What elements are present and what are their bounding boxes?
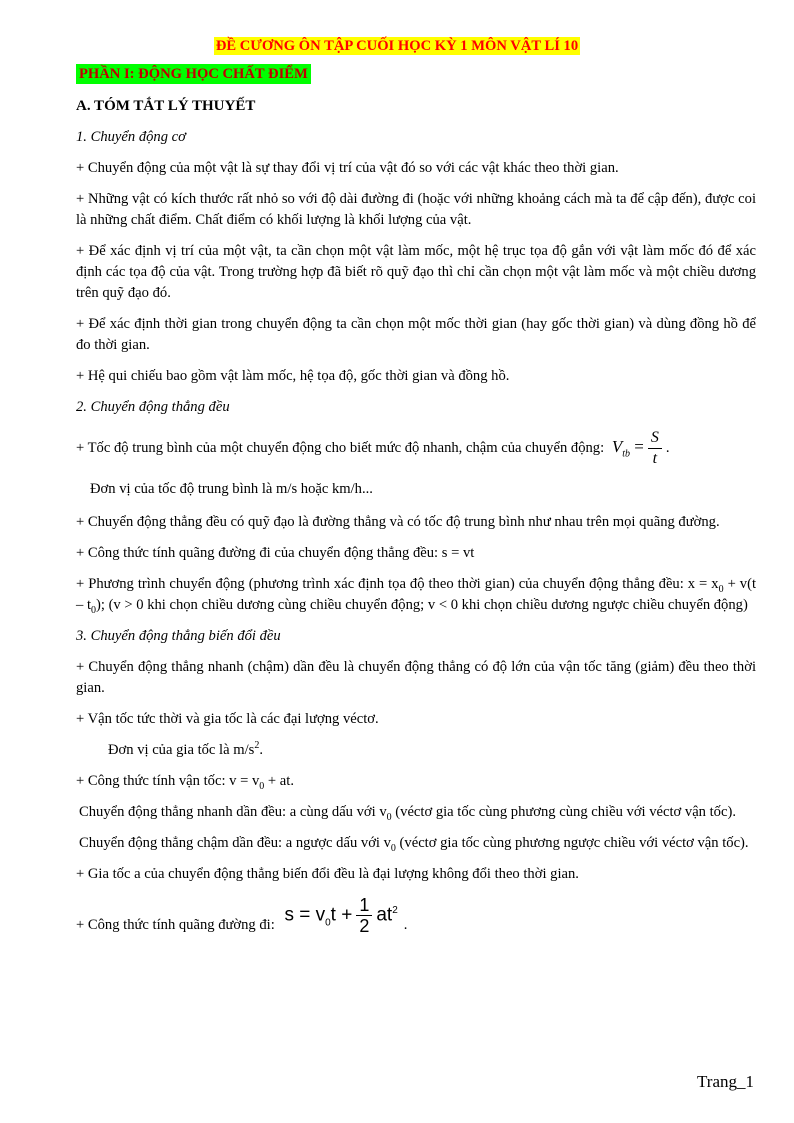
s3-paragraph-1: + Chuyển động thẳng nhanh (chậm) dần đều là chuyển động thẳng có độ lớn của vận tốc tăng (giảm) đều theo thời gian. [76,659,756,696]
s1-paragraph-1: + Chuyển động của một vật là sự thay đổi vị trí của vật đó so với các vật khác theo thời gian. [76,160,619,176]
s1-paragraph-2: + Những vật có kích thước rất nhỏ so với độ dài đường đi (hoặc với những khoảng cách mà ta để cập đến), được coi là những chất điểm. Chất điểm có khối lượng là khối lượng của vật. [76,191,756,228]
s3-heading: 3. Chuyển động thẳng biến đổi đều [76,628,281,644]
s2-heading: 2. Chuyển động thẳng đều [76,399,230,415]
s1-paragraph-5: + Hệ qui chiếu bao gồm vật làm mốc, hệ tọa độ, gốc thời gian và đồng hồ. [76,368,510,384]
s3-paragraph-2: + Vận tốc tức thời và gia tốc là các đại lượng véctơ. [76,711,379,727]
s2-paragraph-4: + Công thức tính quãng đường đi của chuyển động thẳng đều: s = vt [76,545,475,561]
s2-paragraph-2: Đơn vị của tốc độ trung bình là m/s hoặc km/h... [90,481,373,497]
page-number: Trang_1 [697,1072,754,1091]
formula-average-speed: $V_{tb}$ = [611,436,644,460]
s3-paragraph-4: + Công thức tính vận tốc: $v = v_0$ + at. [76,773,294,792]
section-a-heading: A. TÓM TẮT LÝ THUYẾT [76,98,256,114]
s2-paragraph-3: + Chuyển động thẳng đều có quỹ đạo là đường thẳng và có tốc độ trung bình như nhau trên mọi quãng đường. [76,514,720,530]
document-title: ĐỀ CƯƠNG ÔN TẬP CUỐI HỌC KỲ 1 MÔN VẬT LÍ 10 [215,38,579,54]
s3-paragraph-7: + Gia tốc a của chuyển động thẳng biến đổi đều là đại lượng không đổi theo thời gian. [76,866,579,882]
part-heading: PHẦN I: ĐỘNG HỌC CHẤT ĐIỂM [76,66,311,83]
s3-paragraph-5: Chuyển động thẳng nhanh dần đều: a cùng dấu với $v_0$ (véctơ gia tốc cùng phương cùng chiều với véctơ vận tốc). [79,804,736,823]
formula-distance: $s = v_0t$ + $\frac{1}{2}$ $at^2$ [284,895,398,936]
s3-paragraph-6: Chuyển động thẳng chậm dần đều: a ngược dấu với $v_0$ (véctơ gia tốc cùng phương ngược chiều với véctơ vận tốc). [79,835,749,854]
s2-paragraph-5: + Phương trình chuyển động (phương trình xác định tọa độ theo thời gian) của chuyển động thẳng đều: $x = x_0 + v(t - t_0)$; (v > 0 khi chọn chiều dương cùng chiều chuyển động; v < 0 khi chọn chiều dương ngược chiều chuyển động) [76,576,756,616]
s1-paragraph-4: + Để xác định thời gian trong chuyển động ta cần chọn một mốc thời gian (hay gốc thời gian) và dùng đồng hồ để đo thời gian. [76,316,756,353]
s1-heading: 1. Chuyển động cơ [76,129,186,145]
s2-paragraph-1: + Tốc độ trung bình của một chuyển động cho biết mức độ nhanh, chậm của chuyển động: $V_{tb}$ = $\frac{S}{t}$ . [76,429,670,467]
s3-paragraph-8: + Công thức tính quãng đường đi: $s = v_0t$ + $\frac{1}{2}$ $at^2$. [76,895,408,936]
content [76,98,756,946]
s3-paragraph-3: Đơn vị của gia tốc là $m/s^2$. [108,740,263,758]
fraction: $\frac{S}{t}$ [648,428,662,469]
s1-paragraph-3: + Để xác định vị trí của một vật, ta cần chọn một vật làm mốc, một hệ trục tọa độ gắn với vật làm mốc đó để xác định các tọa độ của vật. Trong trường hợp đã biết rõ quỹ đạo thì chỉ cần chọn một vật làm mốc và một chiều dương trên quỹ đạo đó. [76,243,756,301]
fraction: $\frac{1}{2}$ [356,895,372,936]
